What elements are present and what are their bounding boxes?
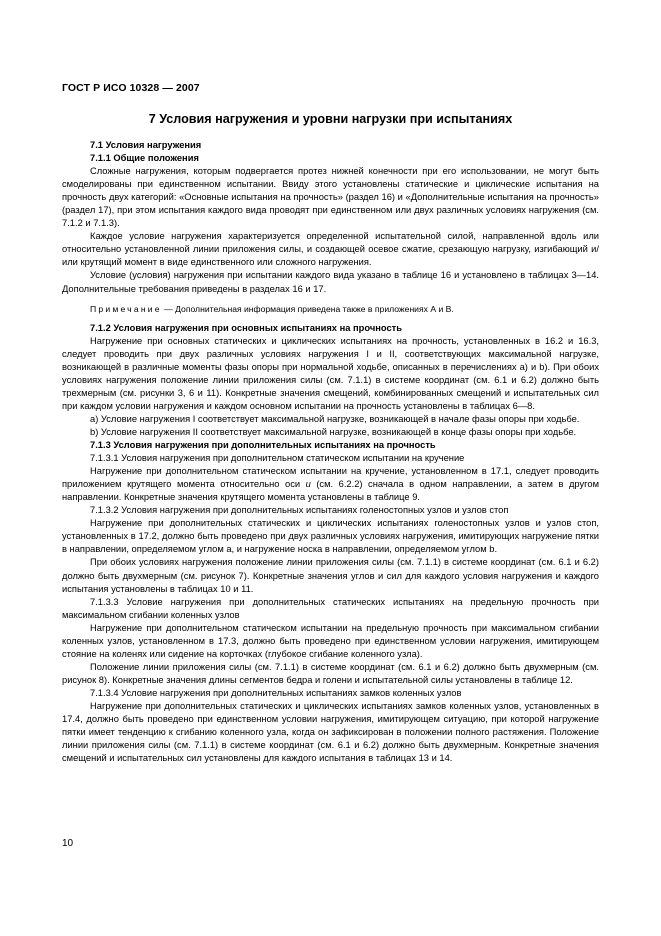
section-title: 7 Условия нагружения и уровни нагрузки при испытаниях: [148, 112, 513, 126]
clause-heading: 7.1.3.1 Условия нагружения при дополнительном статическом испытании на кручение: [90, 453, 465, 464]
clause-heading: 7.1.3.2 Условия нагружения при дополнительных испытаниях голеностопных узлов и узлов стоп: [90, 505, 509, 516]
note: [62, 303, 599, 316]
paragraph: [62, 465, 599, 504]
note-label: Примечание: [90, 303, 162, 314]
axis-symbol: u: [305, 479, 311, 490]
text-run: , и нагружение носка в направлении, определяемом углом: [231, 544, 490, 555]
paragraph: Нагружение при дополнительных статических и циклических испытаниях замков коленных узлов, установленных в 17.4, должно быть проведено при единственном условии нагружения, имитирующем ситуацию, при которой нагружение пятки имеет тенденцию к сгибанию коленного узла, когда он зафиксирован в положении полного растяжения. Положение линии приложения силы (см. 7.1.1) в системе координат (см. 6.1 и 6.2) должно быть двухмерным. Конкретные значения смещений и испытательных сил установлены для каждого испытания в таблицах 13 и 14.: [62, 700, 599, 764]
paragraph: Нагружение при дополнительном статическом испытании на предельную прочность при максимальном сгибании коленных узлов, установленном в 17.3, должно быть проведено при единственном условии нагружения, имитирующем стояние на коленях или сидение на корточках (глубокое сгибание коленного узла).: [62, 622, 599, 659]
clause-heading: 7.1.3.4 Условие нагружения при дополнительных испытаниях замков коленных узлов: [90, 687, 462, 698]
text-run: Нагружение при дополнительных статических и циклических испытаниях голеностопных узлов и узлов стоп, установленных в 17.2, должно быть проведено при двух различных условиях нагружения, имитирующих нагружение пятки в направлении, определяемом углом: [62, 518, 599, 555]
text-run: (см. 6.2.2) сначала в одном направлении, а затем в другом направлении. Конкретные значения крутящего момента установлены в таблице 9.: [62, 479, 599, 503]
paragraph: Сложные нагружения, которым подвергается протез нижней конечности при его использовании, не могут быть смоделированы при единственном испытании. Ввиду этого установлены статические и циклические испытания на прочность двух категорий: «Основные испытания на прочность» (раздел 16) и «Дополнительные испытания на прочность» (раздел 17), при этом испытания каждого вида проводят при единственном или двух различных условиях нагружения (см. 7.1.2 и 7.1.3).: [62, 166, 599, 229]
angle-symbol: a: [226, 544, 232, 555]
clause-heading: 7.1.3.3 Условие нагружения при дополнительных статических испытаниях на предельную прочность при максимальном сгибании коленных узлов: [62, 596, 599, 620]
subsection-heading-7-1-3: 7.1.3 Условия нагружения при дополнительных испытаниях на прочность: [90, 440, 436, 451]
paragraph: Каждое условие нагружения характеризуется определенной испытательной силой, направленной вдоль или относительно установленной линии приложения силы, и создающей осевое сжатие, срезающую нагрузку, изгибающий и/или крутящий момент в виде единственного или сложного нагружения.: [62, 231, 599, 268]
note-text: — Дополнительная информация приведена также в приложениях А и В.: [161, 303, 454, 314]
page-number: 10: [62, 838, 74, 849]
subsection-heading-7-1: 7.1 Условия нагружения: [90, 140, 202, 150]
subsection-heading-7-1-2: 7.1.2 Условия нагружения при основных испытаниях на прочность: [90, 322, 402, 333]
document-body: [62, 139, 599, 765]
paragraph: [62, 517, 599, 556]
list-item: а) Условие нагружения I соответствует максимальной нагрузке, возникающей в начале фазы опоры при ходьбе.: [90, 413, 580, 424]
paragraph: При обоих условиях нагружения положение линии приложения силы (см. 7.1.1) в системе координат (см. 6.1 и 6.2) должно быть двухмерным (см. рисунок 7). Конкретные значения углов и сил для каждого условия нагружения и каждого испытания установлены в таблицах 10 и 11.: [62, 557, 599, 594]
document-header: ГОСТ Р ИСО 10328 — 2007: [62, 82, 200, 94]
subsection-heading-7-1-1: 7.1.1 Общие положения: [90, 153, 199, 164]
text-run: .: [494, 544, 498, 555]
paragraph: Положение линии приложения силы (см. 7.1.1) в системе координат (см. 6.1 и 6.2) должно быть двухмерным (см. рисунок 8). Конкретные значения длины сегментов бедра и голени и испытательной силы установлены в таблице 12.: [62, 661, 599, 685]
paragraph: Нагружение при основных статических и циклических испытаниях на прочность, установленных в 16.2 и 16.3, следует проводить при двух различных условиях нагружения I и II, соответствующих максимальной нагрузке, возникающей в различные моменты фазы опоры при нормальной ходьбе, описанных в перечислениях а) и b). При обоих условиях нагружения положение линии приложения силы (см. 7.1.1) в системе координат (см. 6.1 и 6.2) должно быть трехмерным (см. рисунки 3, 6 и 11). Конкретные значения смещений, комбинированных смещений и испытательных сил при каждом условии нагружения и каждом основном испытании на прочность установлены в таблицах 6—8.: [62, 335, 599, 411]
paragraph: Условие (условия) нагружения при испытании каждого вида указано в таблице 16 и установлено в таблицах 3—14. Дополнительные требования приведены в разделах 16 и 17.: [62, 270, 599, 294]
angle-symbol: b: [489, 544, 495, 555]
list-item: b) Условие нагружения II соответствует максимальной нагрузке, возникающей в конце фазы опоры при ходьбе.: [90, 426, 577, 437]
text-run: Нагружение при дополнительном статическом испытании на кручение, установленном в 17.1, следует проводить приложением крутящего момента относительно оси: [62, 466, 599, 490]
